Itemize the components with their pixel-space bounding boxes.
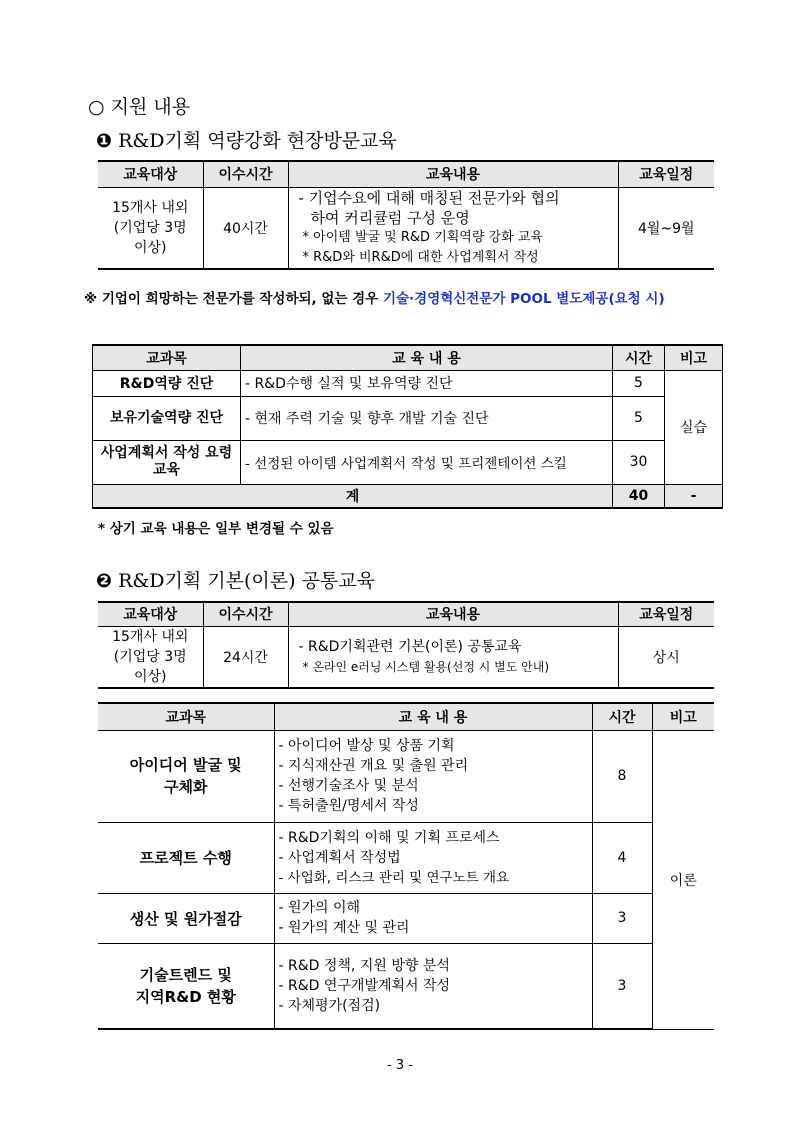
expert-pool-link: 기술·경영혁신전문가 POOL 별도제공(요청 시) (382, 291, 665, 307)
content-line: - 기업수요에 대해 매칭된 전문가와 협의 (298, 188, 560, 207)
target-cell (98, 187, 203, 269)
page-number: - 3 - (387, 1058, 413, 1073)
header-schedule: 교육일정 (618, 161, 714, 187)
header-remark: 비고 (652, 703, 714, 730)
total-label: 계 (93, 484, 613, 508)
header-content: 교 육 내 용 (241, 345, 613, 370)
hours-cell: 40시간 (203, 187, 288, 269)
hours-cell: 4 (592, 822, 652, 893)
content-cell (274, 943, 592, 1029)
subsection-2-text: R&D기획 기본(이론) 공통교육 (118, 570, 375, 592)
content-cell (274, 730, 592, 822)
onsite-curriculum-table (92, 344, 723, 509)
header-hours: 시간 (592, 703, 652, 730)
content-line: - 아이디어 발상 및 상품 기획 (278, 738, 455, 754)
subsection-2-title (96, 566, 375, 593)
hours-cell: 3 (592, 943, 652, 1029)
content-line: * 온라인 e러닝 시스템 활용(선정 시 별도 안내) (302, 659, 550, 674)
subject-cell (98, 893, 274, 943)
number-2-icon: ❷ (96, 570, 113, 592)
expert-note (84, 287, 665, 307)
hours-cell: 5 (613, 396, 665, 440)
number-1-icon: ❶ (96, 130, 113, 152)
common-curriculum-table (98, 702, 714, 1030)
subject-cell: R&D역량 진단 (93, 370, 241, 396)
target-line: (기업당 3명 (113, 648, 187, 665)
hours-cell: 8 (592, 730, 652, 822)
common-education-table (98, 601, 714, 689)
subject-cell (98, 730, 274, 822)
hours-cell: 3 (592, 893, 652, 943)
header-hours: 이수시간 (203, 161, 288, 187)
header-target: 교육대상 (98, 161, 203, 187)
header-hours: 이수시간 (203, 602, 288, 626)
subsection-1-title (96, 126, 397, 153)
content-line: - 자체평가(점검) (278, 997, 381, 1014)
target-line: 이상) (133, 239, 167, 256)
header-content: 교육내용 (288, 161, 618, 187)
subject-cell: 사업계획서 작성 요령 교육 (93, 440, 241, 484)
target-line: 15개사 내외 (112, 199, 189, 216)
subject-line: 지역R&D 현황 (135, 987, 236, 1006)
subject-line: 아이디어 발굴 및 (129, 756, 242, 774)
subject-cell (98, 822, 274, 893)
content-cell (274, 822, 592, 893)
change-note: * 상기 교육 내용은 일부 변경될 수 있음 (98, 521, 334, 537)
schedule-cell: 4월~9월 (618, 187, 714, 269)
expert-note-text: ※ 기업이 희망하는 전문가를 작성하되, 없는 경우 (84, 291, 383, 307)
content-line: * R&D와 비R&D에 대한 사업계획서 작성 (302, 249, 539, 265)
total-remark: - (665, 484, 723, 508)
content-line: - R&D기획의 이해 및 기획 프로세스 (278, 829, 500, 846)
content-cell: - 현재 주력 기술 및 향후 개발 기술 진단 (241, 396, 613, 440)
target-line: 이상) (133, 668, 167, 685)
header-target: 교육대상 (98, 602, 203, 626)
remark-cell: 이론 (652, 730, 714, 1029)
header-schedule: 교육일정 (618, 602, 714, 626)
hours-cell: 5 (613, 370, 665, 396)
content-line: - 사업화, 리스크 관리 및 연구노트 개요 (278, 869, 510, 886)
content-cell (274, 893, 592, 943)
content-cell (288, 187, 618, 269)
subject-line: 프로젝트 수행 (139, 849, 232, 867)
header-subject: 교과목 (98, 703, 274, 730)
content-line: - 특허출원/명세서 작성 (278, 798, 419, 814)
subject-cell: 보유기술역량 진단 (93, 396, 241, 440)
target-cell (98, 626, 203, 688)
content-cell: - 선정된 아이템 사업계획서 작성 및 프리젠테이션 스킬 (241, 440, 613, 484)
subject-cell (98, 943, 274, 1029)
content-line: - 원가의 계산 및 관리 (278, 920, 410, 936)
subsection-1-text: R&D기획 역량강화 현장방문교육 (118, 130, 397, 152)
content-line: - R&D 정책, 지원 방향 분석 (278, 957, 450, 974)
content-cell: - R&D수행 실적 및 보유역량 진단 (241, 370, 613, 396)
target-line: 15개사 내외 (112, 628, 189, 645)
content-line: 하여 커리큘럼 구성 운영 (310, 208, 470, 227)
content-line: - 사업계획서 작성법 (278, 849, 401, 866)
target-line: (기업당 3명 (113, 219, 187, 236)
hours-cell: 24시간 (203, 626, 288, 688)
subject-line: 구체화 (164, 778, 208, 796)
header-hours: 시간 (613, 345, 665, 370)
subject-line: 생산 및 원가절감 (129, 909, 242, 928)
content-line: - R&D 연구개발계획서 작성 (278, 977, 451, 994)
section-title: ○ 지원 내용 (88, 96, 191, 118)
subject-line: 기술트렌드 및 (139, 965, 232, 984)
content-line: - 선행기술조사 및 분석 (278, 778, 419, 794)
content-line: - 원가의 이해 (278, 900, 361, 916)
total-hours: 40 (613, 484, 665, 508)
content-line: - R&D기획관련 기본(이론) 공통교육 (298, 638, 522, 655)
remark-cell: 실습 (665, 370, 723, 484)
content-line: * 아이템 발굴 및 R&D 기획역량 강화 교육 (302, 229, 543, 245)
header-content: 교육내용 (288, 602, 618, 626)
content-line: - 지식재산권 개요 및 출원 관리 (278, 758, 469, 774)
content-cell (288, 626, 618, 688)
hours-cell: 30 (613, 440, 665, 484)
header-content: 교 육 내 용 (274, 703, 592, 730)
schedule-cell: 상시 (618, 626, 714, 688)
onsite-education-table (98, 160, 714, 270)
header-subject: 교과목 (93, 345, 241, 370)
header-remark: 비고 (665, 345, 723, 370)
